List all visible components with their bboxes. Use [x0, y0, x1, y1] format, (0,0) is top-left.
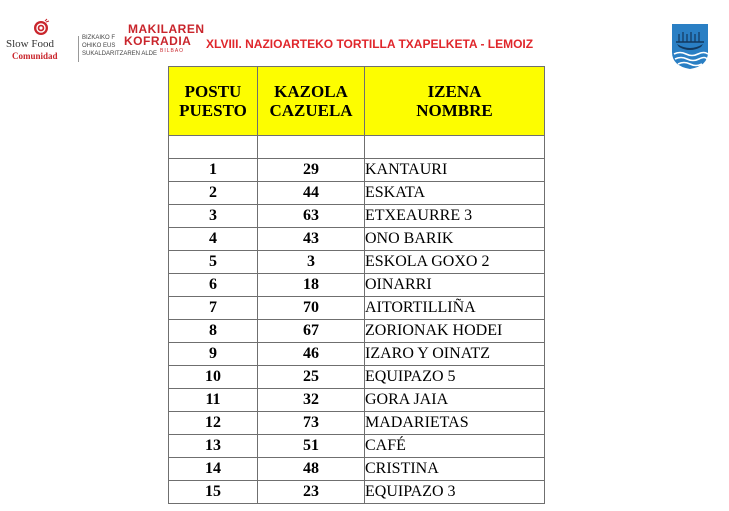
- pot-cell: 51: [258, 435, 365, 458]
- name-cell: OINARRI: [365, 274, 545, 297]
- pot-cell: 18: [258, 274, 365, 297]
- name-cell: IZARO Y OINATZ: [365, 343, 545, 366]
- name-cell: ONO BARIK: [365, 228, 545, 251]
- pot-cell: 3: [258, 251, 365, 274]
- cofradia-logo: [124, 22, 205, 66]
- slow-food-name: Slow Food: [6, 38, 54, 50]
- table-header-row: [169, 67, 545, 136]
- table-row: [169, 366, 545, 389]
- table-row: [169, 251, 545, 274]
- pot-cell: 67: [258, 320, 365, 343]
- name-cell: CAFÉ: [365, 435, 545, 458]
- name-cell: AITORTILLIÑA: [365, 297, 545, 320]
- cofradia-main: KOFRADIA: [124, 34, 192, 48]
- header-name: [365, 67, 545, 136]
- table-row: [169, 412, 545, 435]
- position-cell: 2: [169, 182, 258, 205]
- name-cell: EQUIPAZO 3: [365, 481, 545, 504]
- pot-cell: 25: [258, 366, 365, 389]
- table-row: [169, 228, 545, 251]
- header-line: KAZOLA: [274, 82, 348, 101]
- results-table: [168, 66, 545, 504]
- slow-food-logo: [6, 18, 78, 66]
- position-cell: 4: [169, 228, 258, 251]
- position-cell: 7: [169, 297, 258, 320]
- name-cell: EQUIPAZO 5: [365, 366, 545, 389]
- pot-cell: 44: [258, 182, 365, 205]
- association-line: BIZKAIKO F: [82, 35, 116, 41]
- association-line: SUKALDARITZAREN ALDE: [82, 51, 158, 57]
- pot-cell: 23: [258, 481, 365, 504]
- table-row: [169, 481, 545, 504]
- header-line: PUESTO: [179, 101, 247, 120]
- table-row: [169, 458, 545, 481]
- pot-cell: 48: [258, 458, 365, 481]
- position-cell: 9: [169, 343, 258, 366]
- cofradia-top: MAKILAREN: [128, 22, 205, 36]
- position-cell: 15: [169, 481, 258, 504]
- header-line: NOMBRE: [416, 101, 493, 120]
- table-row: [169, 274, 545, 297]
- position-cell: 11: [169, 389, 258, 412]
- name-cell: ETXEAURRE 3: [365, 205, 545, 228]
- table-row: [169, 320, 545, 343]
- name-cell: ZORIONAK HODEI: [365, 320, 545, 343]
- name-cell: ESKOLA GOXO 2: [365, 251, 545, 274]
- position-cell: 6: [169, 274, 258, 297]
- pot-cell: 29: [258, 159, 365, 182]
- name-cell: ESKATA: [365, 182, 545, 205]
- table-row: [169, 435, 545, 458]
- page-title: XLVIII. NAZIOARTEKO TORTILLA TXAPELKETA - LEMOIZ: [206, 37, 534, 51]
- table-spacer-row: [169, 136, 545, 159]
- pot-cell: 73: [258, 412, 365, 435]
- position-cell: 13: [169, 435, 258, 458]
- header-line: POSTU: [184, 82, 242, 101]
- position-cell: 10: [169, 366, 258, 389]
- position-cell: 14: [169, 458, 258, 481]
- table-row: [169, 205, 545, 228]
- header-position: [169, 67, 258, 136]
- table-row: [169, 297, 545, 320]
- pot-cell: 32: [258, 389, 365, 412]
- pot-cell: 63: [258, 205, 365, 228]
- table-row: [169, 389, 545, 412]
- position-cell: 3: [169, 205, 258, 228]
- name-cell: KANTAURI: [365, 159, 545, 182]
- name-cell: GORA JAIA: [365, 389, 545, 412]
- header-pot: [258, 67, 365, 136]
- association-line: OHIKO EUS: [82, 43, 116, 49]
- position-cell: 12: [169, 412, 258, 435]
- table-row: [169, 159, 545, 182]
- logo-divider: [78, 36, 79, 62]
- table-row: [169, 343, 545, 366]
- table-row: [169, 182, 545, 205]
- position-cell: 1: [169, 159, 258, 182]
- pot-cell: 46: [258, 343, 365, 366]
- slow-food-snail-icon: [32, 18, 50, 36]
- position-cell: 5: [169, 251, 258, 274]
- header-line: CAZUELA: [269, 101, 353, 120]
- pot-cell: 43: [258, 228, 365, 251]
- header-line: IZENA: [427, 82, 482, 101]
- pot-cell: 70: [258, 297, 365, 320]
- name-cell: MADARIETAS: [365, 412, 545, 435]
- name-cell: CRISTINA: [365, 458, 545, 481]
- position-cell: 8: [169, 320, 258, 343]
- municipal-crest-icon: [670, 22, 710, 70]
- cofradia-sub: BILBAO: [160, 48, 185, 54]
- slow-food-community: Comunidad: [12, 51, 58, 61]
- document-header: [0, 0, 729, 68]
